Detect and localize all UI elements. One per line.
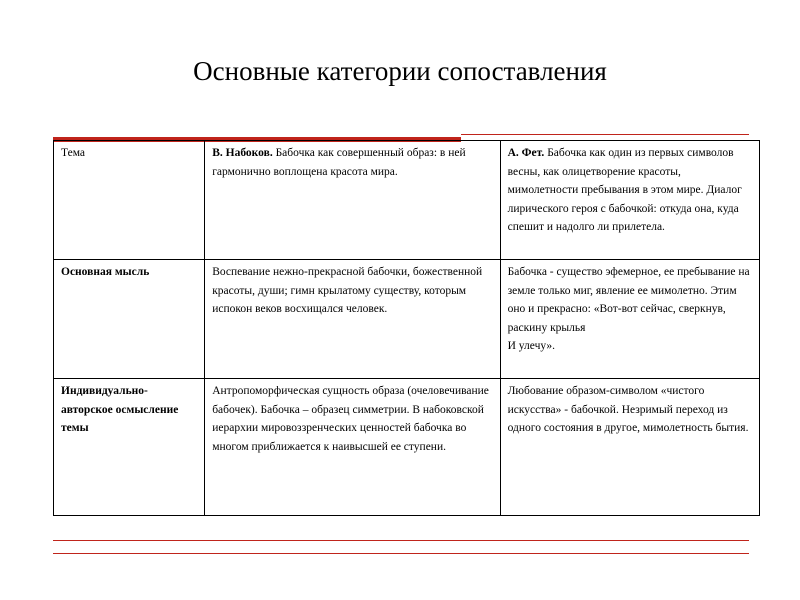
nabokov-cell-main-idea: Воспевание нежно-прекрасной бабочки, божественной красоты, души; гимн крылатому существу, которым испокон веков восхищался человек. xyxy=(205,260,500,379)
nabokov-cell-theme xyxy=(205,141,500,260)
fet-main-idea-line-2: И улечу». xyxy=(507,340,556,353)
row-label-main-idea: Основная мысль xyxy=(54,260,205,379)
fet-author-label: А. Фет. xyxy=(507,147,545,159)
table-row xyxy=(54,260,760,379)
fet-cell-theme xyxy=(500,141,759,260)
fet-theme-text: Бабочка как один из первых символов весны, как олицетворение красоты, мимолетности пребывания в этом мире. Диалог лирического героя с бабочкой: откуда она, куда спешит и надолго ли прилетела. xyxy=(507,147,742,234)
fet-main-idea-line-1: Бабочка - существо эфемерное, ее пребывание на земле только миг, явление ее мимолетно. Этим оно и прекрасно: «Вот-вот сейчас, сверкнув, раскину крылья xyxy=(507,266,750,334)
fet-cell-interpretation: Любование образом-символом «чистого искусства» - бабочкой. Незримый переход из одного состояния в другое, мимолетность бытия. xyxy=(500,379,759,516)
fet-cell-main-idea xyxy=(500,260,759,379)
slide-title: Основные категории сопоставления xyxy=(193,56,607,86)
decorative-bottom-line-2 xyxy=(53,553,749,554)
decorative-top-thin-line xyxy=(461,134,749,135)
row-label-theme: Тема xyxy=(54,141,205,260)
decorative-bottom-line xyxy=(53,540,749,541)
comparison-table xyxy=(53,140,760,516)
nabokov-author-label: В. Набоков. xyxy=(212,147,273,159)
nabokov-cell-interpretation: Антропоморфическая сущность образа (очеловечивание бабочек). Бабочка – образец симметрии. В набоковской иерархии мировоззренческих ценностей бабочка во многом приближается к наивысшей ее ступени. xyxy=(205,379,500,516)
nabokov-theme-text: Бабочка как совершенный образ: в ней гармонично воплощена красота мира. xyxy=(212,147,466,178)
row-label-author-interpretation: Индивидуально-авторское осмысление темы xyxy=(54,379,205,516)
table-row xyxy=(54,379,760,516)
table-row xyxy=(54,141,760,260)
